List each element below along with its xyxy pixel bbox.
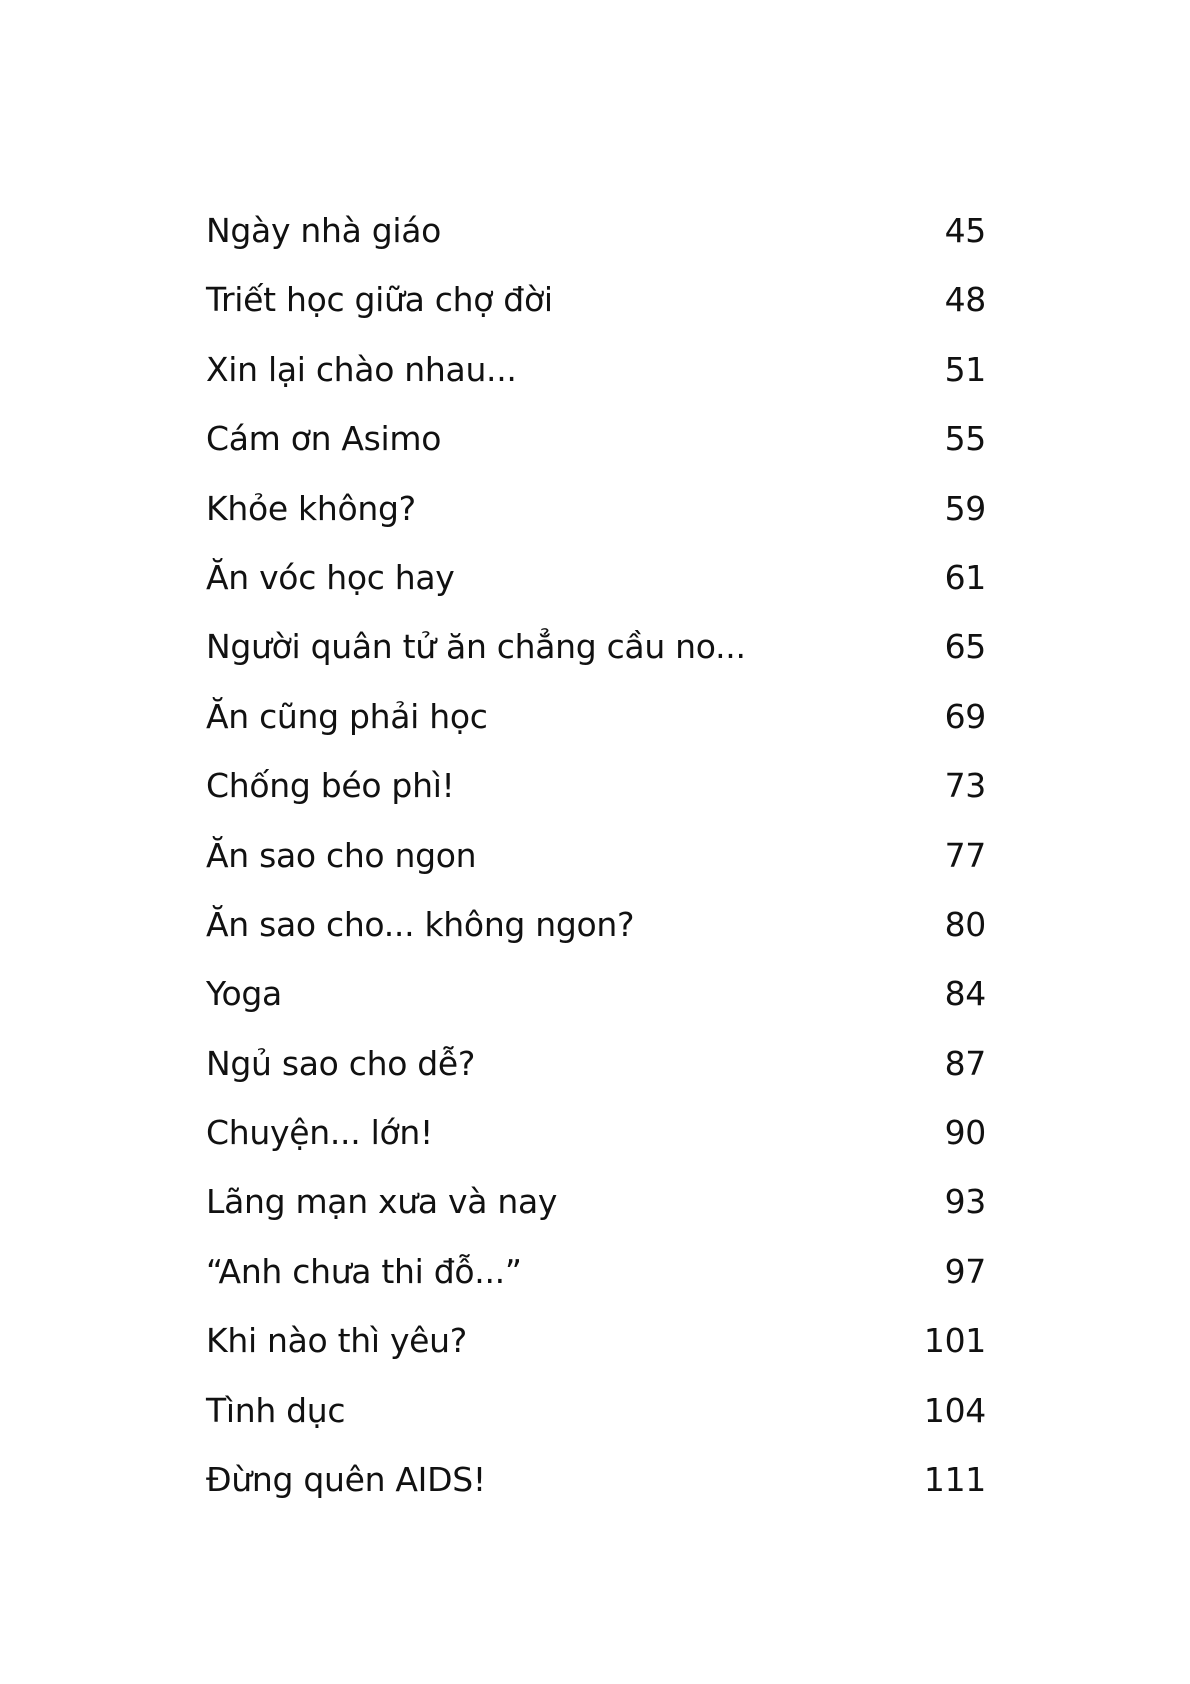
- toc-entry: [206, 1306, 986, 1375]
- toc-entry: [206, 196, 986, 265]
- toc-entry-page-number: 65: [944, 627, 986, 667]
- toc-entry-page-number: 77: [944, 835, 986, 875]
- toc-entry: [206, 890, 986, 959]
- toc-entry-title: Chuyện... lớn!: [206, 1113, 433, 1153]
- toc-entry: [206, 1376, 986, 1445]
- toc-entry: [206, 612, 986, 681]
- toc-entry-page-number: 59: [944, 488, 986, 528]
- toc-entry: [206, 682, 986, 751]
- toc-entry: [206, 1098, 986, 1167]
- toc-entry-title: Ăn sao cho... không ngon?: [206, 904, 635, 944]
- toc-entry-page-number: 93: [944, 1182, 986, 1222]
- toc-entry-title: Ăn vóc học hay: [206, 557, 455, 597]
- table-of-contents: [206, 196, 986, 1514]
- toc-entry-page-number: 61: [944, 557, 986, 597]
- toc-entry-title: Tình dục: [206, 1390, 346, 1430]
- toc-entry-page-number: 84: [944, 974, 986, 1014]
- toc-entry-page-number: 51: [944, 349, 986, 389]
- toc-entry-title: Ăn sao cho ngon: [206, 835, 477, 875]
- toc-entry: [206, 821, 986, 890]
- toc-entry-title: Cám ơn Asimo: [206, 419, 442, 459]
- toc-entry: [206, 543, 986, 612]
- toc-entry-title: Khỏe không?: [206, 488, 416, 528]
- toc-entry-title: Chống béo phì!: [206, 766, 455, 806]
- toc-entry: [206, 959, 986, 1028]
- toc-entry-page-number: 45: [944, 211, 986, 250]
- toc-entry-title: Khi nào thì yêu?: [206, 1321, 468, 1361]
- toc-entry: [206, 404, 986, 473]
- toc-entry: [206, 335, 986, 404]
- toc-entry-page-number: 87: [944, 1043, 986, 1083]
- toc-entry-page-number: 111: [923, 1460, 986, 1500]
- toc-entry-title: Yoga: [206, 974, 282, 1014]
- toc-entry-title: Xin lại chào nhau...: [206, 349, 517, 389]
- toc-entry: [206, 1237, 986, 1306]
- toc-entry: [206, 751, 986, 820]
- toc-entry-page-number: 104: [923, 1390, 986, 1430]
- toc-entry: [206, 1029, 986, 1098]
- toc-entry-page-number: 69: [944, 696, 986, 736]
- toc-entry-title: “Anh chưa thi đỗ...”: [206, 1251, 522, 1291]
- toc-entry: [206, 1167, 986, 1236]
- toc-entry-title: Triết học giữa chợ đời: [206, 280, 553, 320]
- toc-entry-title: Người quân tử ăn chẳng cầu no...: [206, 627, 746, 667]
- toc-entry-title: Lãng mạn xưa và nay: [206, 1182, 558, 1222]
- toc-entry-title: Ngủ sao cho dễ?: [206, 1043, 476, 1083]
- toc-entry-page-number: 73: [944, 766, 986, 806]
- toc-entry: [206, 265, 986, 334]
- toc-entry-page-number: 90: [944, 1113, 986, 1153]
- toc-entry-page-number: 80: [944, 904, 986, 944]
- toc-entry-page-number: 101: [923, 1321, 986, 1361]
- toc-entry-title: Ăn cũng phải học: [206, 696, 488, 736]
- toc-entry-page-number: 48: [944, 280, 986, 320]
- toc-entry-title: Đừng quên AIDS!: [206, 1460, 486, 1500]
- toc-entry-page-number: 97: [944, 1251, 986, 1291]
- toc-entry: [206, 1445, 986, 1514]
- toc-entry-page-number: 55: [944, 419, 986, 459]
- toc-entry: [206, 474, 986, 543]
- toc-entry-title: Ngày nhà giáo: [206, 211, 442, 250]
